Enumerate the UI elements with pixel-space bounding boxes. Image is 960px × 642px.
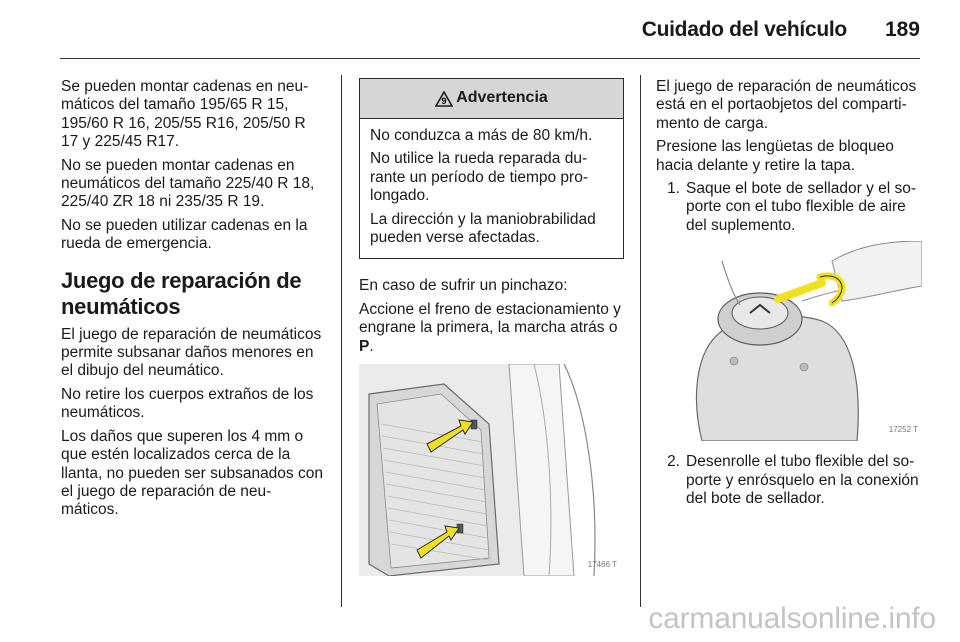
page-header (642, 18, 920, 48)
gear-label: P (359, 337, 370, 355)
figure-cargo-compartment (359, 364, 621, 576)
column-right (656, 78, 924, 513)
warning-box (359, 78, 624, 259)
paragraph: No retire los cuerpos extraños de los neumáticos. (61, 385, 314, 422)
section-heading: Juego de reparación de neumáticos (61, 267, 302, 319)
figure-code: 17466 T (587, 559, 617, 569)
section-title: Cuidado del vehículo (641, 18, 847, 41)
warning-title: Advertencia (456, 89, 548, 107)
paragraph: Los daños que superen los 4 mm o que estén localizados cerca de la llanta, no pueden ser subsanados con el juego de reparación de neu-máticos. (61, 427, 323, 519)
watermark: carmanualsonline.info (648, 602, 936, 635)
warning-header (360, 79, 623, 119)
warning-body (360, 119, 623, 258)
column-divider-2 (640, 75, 641, 607)
step-text: Saque el bote de sellador y el so-porte con el tubo flexible de aire del suplemento. (686, 180, 917, 234)
paragraph: No se pueden montar cadenas en neumáticos del tamaño 225/40 R 18, 225/40 ZR 18 ni 235/35 R 19. (61, 156, 315, 211)
paragraph: En caso de sufrir un pinchazo: (359, 277, 568, 295)
paragraph: El juego de reparación de neumáticos permite subsanar daños menores en el dibujo del neumático. (61, 325, 322, 380)
svg-text:9: 9 (441, 95, 447, 106)
step-number: 1. (667, 180, 680, 198)
warning-line: No utilice la rueda reparada du-rante un período de tiempo pro-longado. (370, 150, 588, 205)
list-item (656, 453, 924, 508)
paragraph (359, 301, 627, 356)
column-divider-1 (341, 75, 342, 607)
paragraph: Se pueden montar cadenas en neu-máticos del tamaño 195/65 R 15, 195/60 R 16, 205/55 R16, 205/50 R 17 y 225/45 R17. (61, 78, 309, 151)
text-run: . (369, 337, 374, 355)
column-middle (359, 78, 627, 576)
paragraph: Presione las lengüetas de bloqueo hacia delante y retire la tapa. (656, 138, 894, 174)
figure-sealant-bottle (682, 241, 922, 441)
paragraph: No se pueden utilizar cadenas en la rueda de emergencia. (61, 216, 308, 253)
figure-code: 17252 T (888, 424, 918, 434)
warning-triangle-icon (435, 91, 453, 107)
warning-line: No conduzca a más de 80 km/h. (370, 127, 593, 144)
cargo-compartment-illustration (359, 364, 621, 576)
step-number: 2. (667, 453, 680, 471)
sealant-bottle-illustration (682, 241, 922, 441)
warning-line: La dirección y la maniobrabilidad pueden verse afectadas. (370, 210, 596, 247)
page-number: 189 (884, 18, 920, 41)
list-item (656, 180, 924, 235)
header-divider (60, 58, 920, 59)
step-text: Desenrolle el tubo flexible del so-porte y enrósquelo en la conexión del bote de sellador. (686, 453, 919, 508)
column-left (61, 78, 327, 525)
text-run: Accione el freno de estacionamiento y engrane la primera, la marcha atrás o (359, 300, 621, 337)
paragraph: El juego de reparación de neumáticos está en el portaobjetos del comparti-mento de carga. (656, 78, 917, 132)
